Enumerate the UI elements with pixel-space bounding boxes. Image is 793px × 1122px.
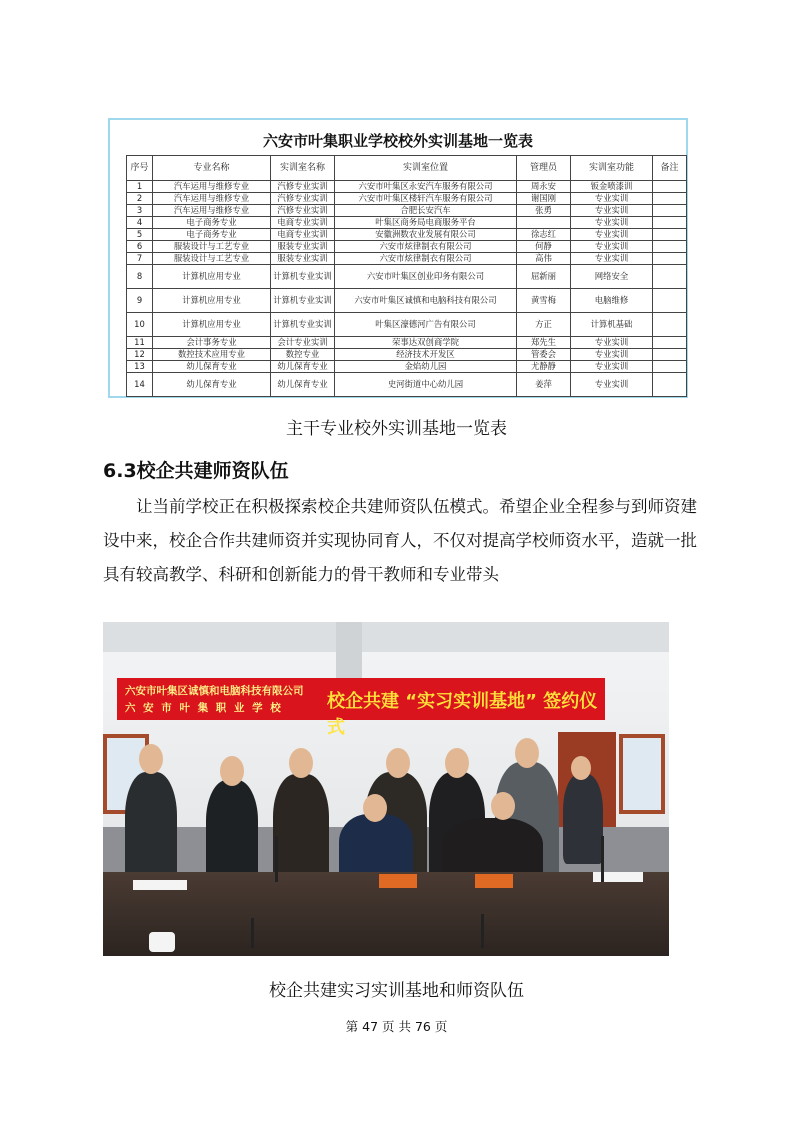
table-cell: 13	[127, 361, 153, 373]
table-cell	[517, 217, 571, 229]
table-cell: 专业实训	[571, 361, 653, 373]
table-cell: 合肥长安汽车	[335, 205, 517, 217]
table-row	[127, 349, 687, 361]
training-base-table	[126, 155, 687, 397]
banner-school: 六 安 市 叶 集 职 业 学 校	[125, 702, 283, 714]
page-footer: 第 47 页 共 76 页	[345, 1019, 448, 1034]
banner-company: 六安市叶集区诚慎和电脑科技有限公司	[125, 685, 304, 697]
table-cell: 9	[127, 289, 153, 313]
table-cell: 计算机应用专业	[153, 313, 271, 337]
table-cell: 叶集区商务局电商服务平台	[335, 217, 517, 229]
table-cell: 幼儿保育专业	[153, 373, 271, 397]
table-cell: 数控专业	[271, 349, 335, 361]
table-cell: 黄雪梅	[517, 289, 571, 313]
table-row	[127, 229, 687, 241]
table-cell: 计算机专业实训	[271, 265, 335, 289]
table-cell: 专业实训	[571, 241, 653, 253]
table-cell: 网络安全	[571, 265, 653, 289]
table-cell: 钣金喷漆训	[571, 181, 653, 193]
table-cell	[653, 313, 687, 337]
table-cell	[653, 373, 687, 397]
table-cell: 6	[127, 241, 153, 253]
table-cell: 金焰幼儿园	[335, 361, 517, 373]
table-image	[108, 118, 688, 398]
table-cell: 3	[127, 205, 153, 217]
table-cell: 专业实训	[571, 349, 653, 361]
table-row	[127, 313, 687, 337]
table-cell: 11	[127, 337, 153, 349]
table-cell: 张勇	[517, 205, 571, 217]
section-heading: 6.3校企共建师资队伍	[103, 460, 289, 482]
table-cell: 安徽洲数农业发展有限公司	[335, 229, 517, 241]
table-cell: 专业实训	[571, 373, 653, 397]
table-cell: 专业实训	[571, 337, 653, 349]
table-cell	[653, 349, 687, 361]
table-cell: 六安市叶集区诚慎和电脑科技有限公司	[335, 289, 517, 313]
table-row	[127, 253, 687, 265]
table-cell: 汽修专业实训	[271, 181, 335, 193]
table-cell: 1	[127, 181, 153, 193]
table-header-cell: 实训室位置	[335, 156, 517, 181]
table-cell: 徐志红	[517, 229, 571, 241]
table-cell: 10	[127, 313, 153, 337]
table-cell: 电脑维修	[571, 289, 653, 313]
table-cell: 数控技术应用专业	[153, 349, 271, 361]
table-cell: 7	[127, 253, 153, 265]
table-title: 六安市叶集职业学校校外实训基地一览表	[262, 132, 533, 150]
table-cell	[653, 361, 687, 373]
table-header-cell: 备注	[653, 156, 687, 181]
table-cell: 电子商务专业	[153, 217, 271, 229]
table-cell: 2	[127, 193, 153, 205]
table-row	[127, 241, 687, 253]
table-header-cell: 实训室名称	[271, 156, 335, 181]
table-cell	[653, 337, 687, 349]
table-cell: 幼儿保育专业	[271, 373, 335, 397]
table-cell: 周永安	[517, 181, 571, 193]
table-cell: 计算机应用专业	[153, 289, 271, 313]
table-cell: 4	[127, 217, 153, 229]
table-header-cell: 专业名称	[153, 156, 271, 181]
table-cell: 幼儿保育专业	[153, 361, 271, 373]
table-cell: 叶集区濠德河广告有限公司	[335, 313, 517, 337]
table-header-row	[127, 156, 687, 181]
table-cell: 专业实训	[571, 193, 653, 205]
table-cell: 8	[127, 265, 153, 289]
table-cell: 高伟	[517, 253, 571, 265]
table-cell: 电商专业实训	[271, 217, 335, 229]
table-row	[127, 361, 687, 373]
table-cell: 5	[127, 229, 153, 241]
table-cell: 汽车运用与维修专业	[153, 181, 271, 193]
table-cell: 计算机专业实训	[271, 313, 335, 337]
paragraph-text: 让当前学校正在积极探索校企共建师资队伍模式。希望企业全程参与到师资建设中来，校企合作共建师资并实现协同育人，不仅对提高学校师资水平，造就一批具有较高教学、科研和创新能力的骨干教师和专业带头	[103, 497, 697, 584]
table-row	[127, 289, 687, 313]
table-cell: 会计专业实训	[271, 337, 335, 349]
table-cell: 会计事务专业	[153, 337, 271, 349]
table-header-cell: 序号	[127, 156, 153, 181]
table-cell: 何静	[517, 241, 571, 253]
table-row	[127, 181, 687, 193]
table-cell: 汽修专业实训	[271, 205, 335, 217]
table-cell: 服装专业实训	[271, 241, 335, 253]
table-cell: 计算机应用专业	[153, 265, 271, 289]
table-cell	[653, 253, 687, 265]
table-cell: 服装设计与工艺专业	[153, 253, 271, 265]
body-paragraph	[103, 490, 697, 592]
table-cell	[653, 181, 687, 193]
table-cell	[653, 193, 687, 205]
table-cell: 汽车运用与维修专业	[153, 205, 271, 217]
table-cell: 荣事达双创商学院	[335, 337, 517, 349]
table-cell: 专业实训	[571, 205, 653, 217]
table-row	[127, 373, 687, 397]
table-cell: 汽修专业实训	[271, 193, 335, 205]
table-cell: 经济技术开发区	[335, 349, 517, 361]
table-cell: 服装设计与工艺专业	[153, 241, 271, 253]
table-cell: 专业实训	[571, 217, 653, 229]
table-cell	[653, 241, 687, 253]
table-cell: 管委会	[517, 349, 571, 361]
table-cell: 计算机基础	[571, 313, 653, 337]
table-row	[127, 265, 687, 289]
signing-ceremony-photo	[103, 622, 669, 956]
table-cell: 14	[127, 373, 153, 397]
table-cell: 方正	[517, 313, 571, 337]
table-cell: 史河街道中心幼儿园	[335, 373, 517, 397]
table-caption: 主干专业校外实训基地一览表	[286, 419, 507, 439]
table-cell: 尤静静	[517, 361, 571, 373]
banner-title: 校企共建 “实习实训基地” 签约仪式	[327, 691, 598, 738]
table-cell	[653, 205, 687, 217]
table-cell: 谢国刚	[517, 193, 571, 205]
table-cell: 汽车运用与维修专业	[153, 193, 271, 205]
table-cell	[653, 217, 687, 229]
table-cell: 六安市叶集区楼轩汽车服务有限公司	[335, 193, 517, 205]
table-row	[127, 205, 687, 217]
table-cell: 六安市炫律制衣有限公司	[335, 241, 517, 253]
table-cell: 电商专业实训	[271, 229, 335, 241]
table-cell: 服装专业实训	[271, 253, 335, 265]
table-row	[127, 193, 687, 205]
table-cell	[653, 265, 687, 289]
table-cell: 姜萍	[517, 373, 571, 397]
table-row	[127, 337, 687, 349]
table-cell: 六安市叶集区创业印务有限公司	[335, 265, 517, 289]
table-cell: 电子商务专业	[153, 229, 271, 241]
table-cell: 12	[127, 349, 153, 361]
table-cell	[653, 289, 687, 313]
table-header-cell: 实训室功能	[571, 156, 653, 181]
table-cell: 幼儿保育专业	[271, 361, 335, 373]
table-row	[127, 217, 687, 229]
table-cell: 专业实训	[571, 253, 653, 265]
table-cell: 专业实训	[571, 229, 653, 241]
table-cell: 郑先生	[517, 337, 571, 349]
table-cell: 屈新丽	[517, 265, 571, 289]
table-cell	[653, 229, 687, 241]
table-cell: 六安市叶集区永安汽车服务有限公司	[335, 181, 517, 193]
table-cell: 六安市炫律制衣有限公司	[335, 253, 517, 265]
table-header-cell: 管理员	[517, 156, 571, 181]
ceremony-banner	[117, 678, 605, 738]
photo-caption: 校企共建实习实训基地和师资队伍	[269, 981, 524, 1001]
table-cell: 计算机专业实训	[271, 289, 335, 313]
